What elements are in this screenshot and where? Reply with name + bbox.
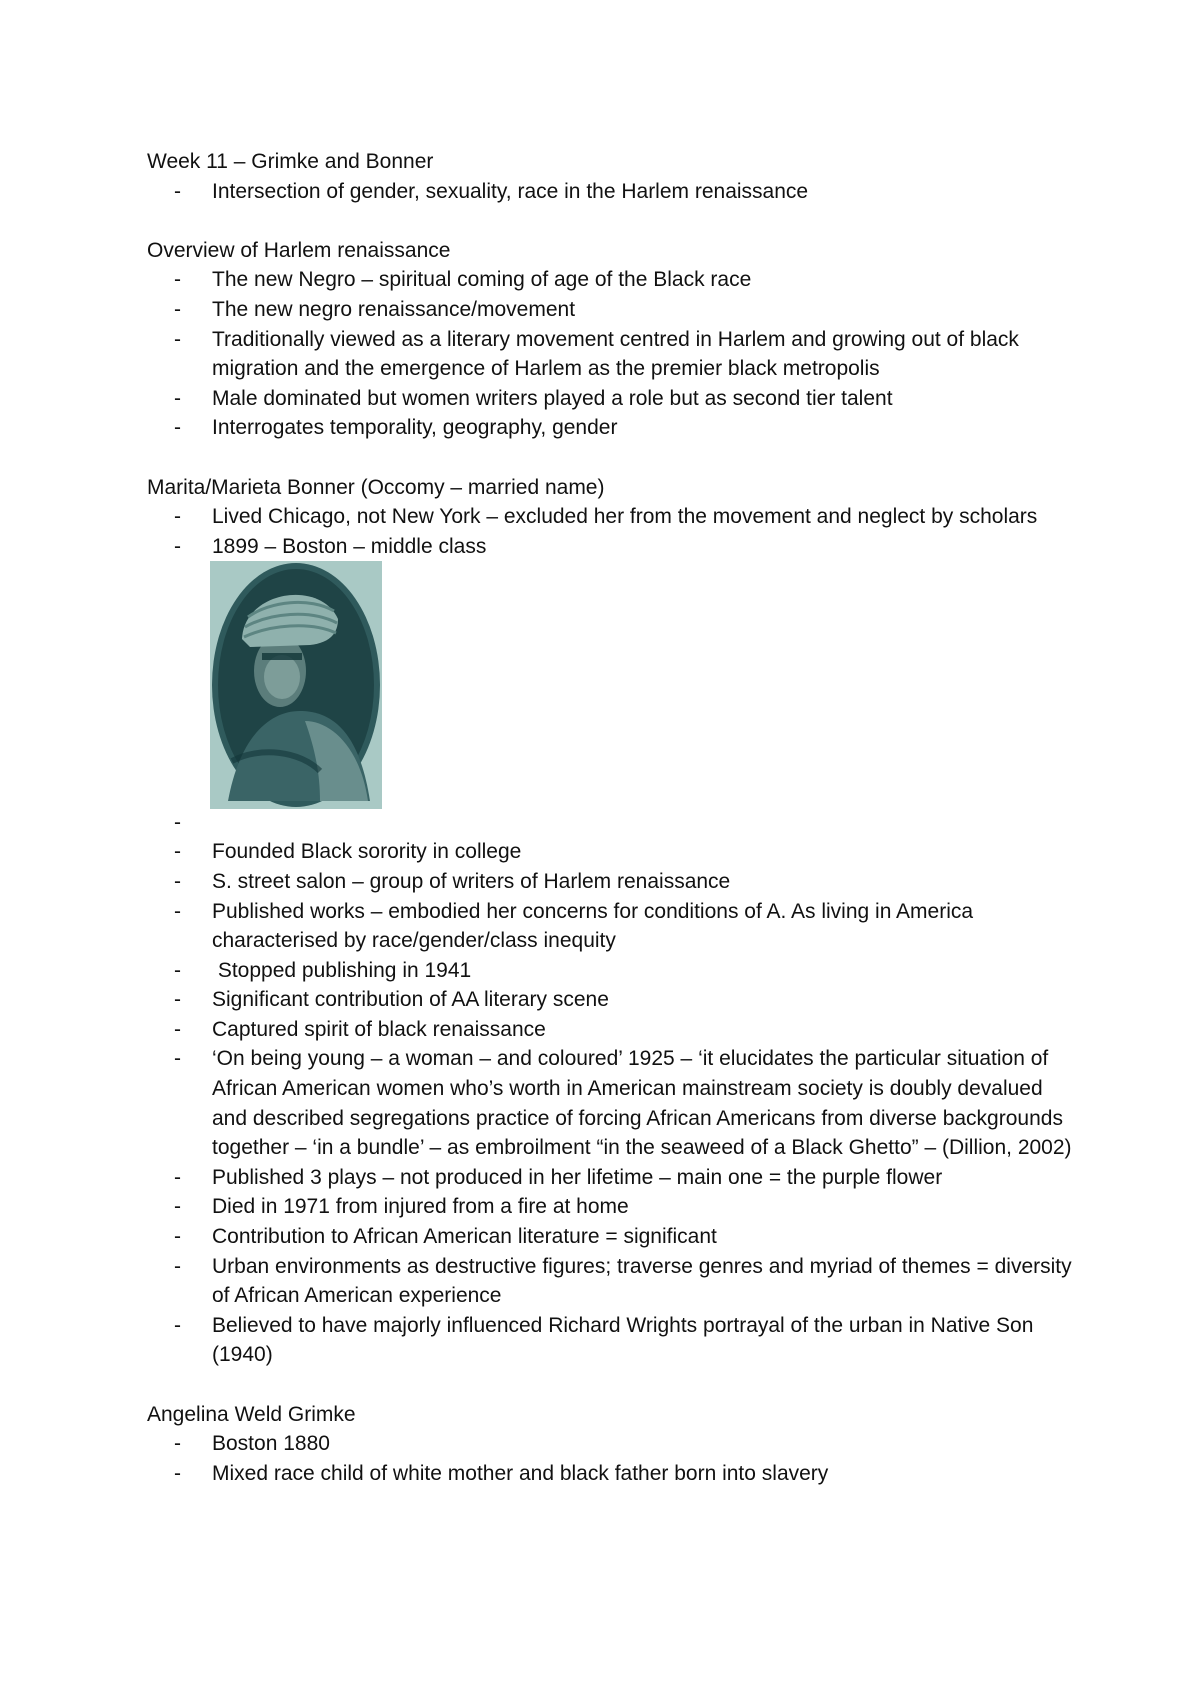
list-item-photo <box>147 561 1077 837</box>
list-item <box>147 837 1077 867</box>
list-item-text: Male dominated but women writers played a role but as second tier talent <box>212 386 893 410</box>
list-item <box>147 1163 1077 1193</box>
bullet-marker: - <box>174 268 181 292</box>
section-heading: Overview of Harlem renaissance <box>147 238 451 262</box>
list-item <box>147 1429 1077 1459</box>
section-bonner <box>147 473 1077 1370</box>
list-item-text: Captured spirit of black renaissance <box>212 1017 546 1041</box>
bullet-marker: - <box>174 1165 181 1189</box>
bullet-marker: - <box>174 179 181 203</box>
list-item <box>147 295 1077 325</box>
bullet-marker: - <box>174 1313 181 1337</box>
section-grimke <box>147 1400 1077 1489</box>
bullet-marker: - <box>174 810 181 834</box>
list-item-text: Boston 1880 <box>212 1432 330 1456</box>
bullet-marker: - <box>174 416 181 440</box>
bullet-marker: - <box>174 1254 181 1278</box>
list-item <box>147 325 1077 384</box>
list-item <box>147 867 1077 897</box>
list-item-text: Urban environments as destructive figures; traverse genres and myriad of themes = diversity of African American experience <box>212 1254 1072 1308</box>
bullet-list <box>147 177 1077 207</box>
list-item <box>147 502 1077 532</box>
list-item-text: Believed to have majorly influenced Richard Wrights portrayal of the urban in Native Son (1940) <box>212 1313 1034 1367</box>
list-item-text: Traditionally viewed as a literary movement centred in Harlem and growing out of black migration and the emergence of Harlem as the premier black metropolis <box>212 327 1019 381</box>
list-item <box>147 265 1077 295</box>
list-item <box>147 956 1077 986</box>
list-item-text: S. street salon – group of writers of Harlem renaissance <box>212 869 731 893</box>
bullet-marker: - <box>174 1461 181 1485</box>
bullet-marker: - <box>174 899 181 923</box>
bullet-marker: - <box>174 1225 181 1249</box>
document-body <box>147 147 1077 1488</box>
list-item-text: Mixed race child of white mother and black father born into slavery <box>212 1461 829 1485</box>
list-item <box>147 897 1077 956</box>
list-item <box>147 1311 1077 1370</box>
bullet-list <box>147 1429 1077 1488</box>
list-item-text: Founded Black sorority in college <box>212 840 522 864</box>
bullet-marker: - <box>174 386 181 410</box>
bullet-marker: - <box>174 988 181 1012</box>
section-overview <box>147 236 1077 443</box>
section-week-11 <box>147 147 1077 206</box>
bullet-marker: - <box>174 1432 181 1456</box>
bullet-marker: - <box>174 1195 181 1219</box>
section-heading: Marita/Marieta Bonner (Occomy – married name) <box>147 475 605 499</box>
bullet-list <box>147 265 1077 443</box>
bullet-marker: - <box>174 1047 181 1071</box>
bullet-marker: - <box>174 297 181 321</box>
list-item-text: Lived Chicago, not New York – excluded her from the movement and neglect by scholars <box>212 505 1038 529</box>
bullet-marker: - <box>174 534 181 558</box>
list-item-text: Published works – embodied her concerns for conditions of A. As living in America characterised by race/gender/class inequity <box>212 899 974 953</box>
list-item-text: The new negro renaissance/movement <box>212 297 576 321</box>
list-item-text: Intersection of gender, sexuality, race in the Harlem renaissance <box>212 179 809 203</box>
list-item <box>147 1044 1077 1162</box>
bullet-marker: - <box>174 327 181 351</box>
list-item-text: 1899 – Boston – middle class <box>212 534 487 558</box>
list-item <box>147 1015 1077 1045</box>
list-item <box>147 177 1077 207</box>
list-item-text: Stopped publishing in 1941 <box>212 958 472 982</box>
list-item <box>147 1252 1077 1311</box>
portrait-photo <box>210 561 382 809</box>
list-item-text: Contribution to African American literature = significant <box>212 1225 717 1249</box>
section-heading: Week 11 – Grimke and Bonner <box>147 150 434 173</box>
list-item-text: Interrogates temporality, geography, gender <box>212 416 618 440</box>
bullet-marker: - <box>174 1017 181 1041</box>
list-item-text: Died in 1971 from injured from a fire at home <box>212 1195 629 1219</box>
list-item-text: Significant contribution of AA literary scene <box>212 988 609 1012</box>
list-item <box>147 985 1077 1015</box>
bullet-marker: - <box>174 869 181 893</box>
bullet-marker: - <box>174 840 181 864</box>
list-item-text: The new Negro – spiritual coming of age of the Black race <box>212 268 752 292</box>
list-item <box>147 413 1077 443</box>
list-item <box>147 1222 1077 1252</box>
list-item-text: ‘On being young – a woman – and coloured’ 1925 – ‘it elucidates the particular situation of African American women who’s worth in American mainstream society is doubly devalued and described segregations practice of forcing African Americans from diverse backgrounds together – ‘in a bundle’ – as embroilment “in the seaweed of a Black Ghetto” – (Dillion, 2002) <box>212 1047 1072 1160</box>
bullet-list <box>147 502 1077 1370</box>
bullet-marker: - <box>174 505 181 529</box>
bullet-marker: - <box>174 958 181 982</box>
section-heading: Angelina Weld Grimke <box>147 1402 356 1426</box>
list-item <box>147 532 1077 562</box>
portrait-photo-icon <box>210 561 382 809</box>
list-item <box>147 1459 1077 1489</box>
list-item <box>147 384 1077 414</box>
list-item-text: Published 3 plays – not produced in her lifetime – main one = the purple flower <box>212 1165 943 1189</box>
list-item <box>147 1192 1077 1222</box>
